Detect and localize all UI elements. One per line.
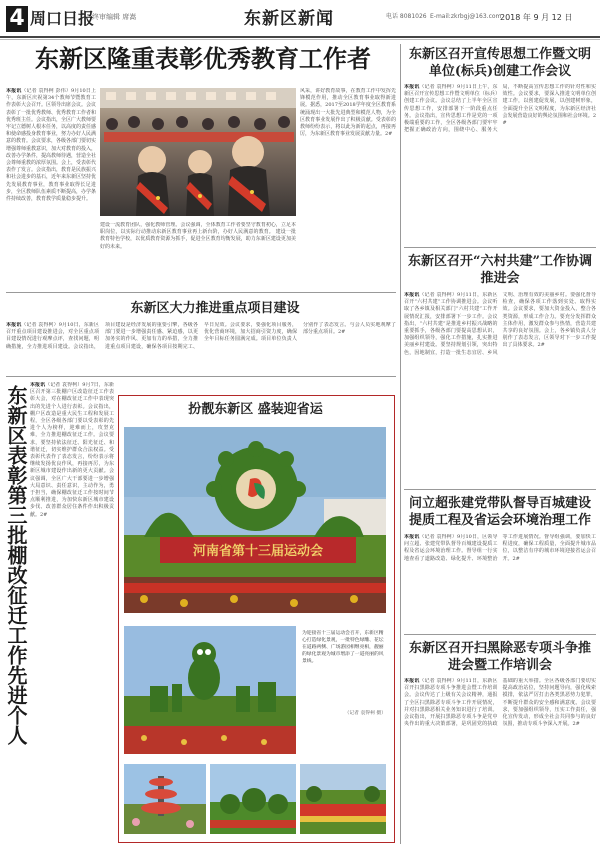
lead-article-col1: [6, 88, 96, 288]
propaganda-byline: 本报讯: [404, 84, 420, 90]
crime-article-body: [404, 678, 596, 842]
resettlement-byline: 本报讯: [30, 382, 46, 388]
supervision-article-body: [404, 534, 596, 630]
issue-date: 2018 年 9 月 12 日: [500, 13, 573, 22]
section-title: 东新区新闻: [244, 9, 334, 29]
projects-text: （记者 袁得柯）9月10日，东新区召开重点项目建设推进会，对全区重点项目建设情况进行观摩点评，查找问题，明确措施，全力推进项目建设。会议指出，项目建设是经济发展的重要引擎，各级各部门要进一步增强责任感、紧迫感，以更加务实的作风、更加有力的举措，全力推进重点项目建设，确保各项目按期完工、早日见效。会议要求，要强化项目服务，优化营商环境，加大招商引资力度，确保全年目标任务圆满完成。项目单位负责人分别作了表态发言。与会人员实地观摩了部分重点项目。2#: [6, 322, 396, 350]
feature-caption: 为迎接省十三届运动会召开，东新区精心打造绿化景观，一批特色绿雕、花坛在道路两侧、广场游园相继亮相，靓丽的绿化景观为城市增添了一道亮丽的风景线。: [302, 631, 384, 664]
lead-text-2: 建设一流教育团队，强化教师管理。会议强调，全体教育工作者要坚守教育初心，立足本职岗位，以实际行动推动东新区教育事业再上新台阶，办好人民满意的教育。: [100, 222, 296, 236]
crime-byline: 本报讯: [404, 678, 420, 684]
park-topiary-art: [210, 764, 296, 834]
page-header: [0, 0, 600, 42]
flower-bed-art: [300, 764, 386, 834]
page-number: 4: [6, 6, 28, 32]
column-divider: [400, 44, 401, 844]
resettlement-article-body: [30, 382, 114, 840]
sculpture-banner-text: 河南省第十三届运动会: [192, 544, 324, 559]
supervision-headline: 问立超张建党带队督导百城建设提质工程及省运会环境治理工作: [408, 496, 591, 528]
crime-text: （记者 袁得柯）9月11日，东新区召开扫黑除恶专项斗争推进会暨工作培训会。会议传达了上级有关会议精神，通报了全区扫黑除恶专项斗争工作开展情况，并对扫黑除恶相关业务知识进行了培训。会议指出，开展扫黑除恶专项斗争是党中央作出的重大决策部署，是巩固党的执政基础的重大举措。全区各级各部门要切实提高政治站位，坚持问题导向，强化线索摸排，依法严厉打击各类黑恶势力犯罪，不断提升群众的安全感和满意度。会议要求，要加强组织领导，压实工作责任，强化宣传发动，形成全社会共同参与的良好氛围，推动专项斗争深入开展。2#: [404, 678, 596, 728]
feature-photo-flowers: [124, 764, 206, 834]
lead-byline: 本报讯: [6, 88, 22, 94]
feature-photo-mascot: [124, 626, 296, 754]
lead-photo-art: [100, 88, 296, 216]
mascot-topiary-art: [124, 626, 296, 754]
crime-headline: 东新区召开扫黑除恶专项斗争推进会暨工作培训会: [408, 641, 591, 673]
village-headline: 东新区召开“六村共建”工作协调推进会: [408, 254, 592, 286]
article-divider: [6, 292, 396, 293]
feature-photo-park: [210, 764, 296, 834]
lead-text-1: （记者 袁得柯 彭伟）9月10日上午，东新区庆祝第34个教师节暨教育工作表彰大会召开。区领导出席会议。会议表彰了一批优秀教师、优秀教育工作者和优秀班主任。会议指出，全区广大教师要牢记立德树人根本任务，以高度的责任感和使命感投身教育事业，努力办好人民满意的教育。会议要求，各级各部门要切实增强尊师重教意识，加大对教育的投入，改善办学条件，提高教师待遇，营造全社会尊师重教的浓厚氛围。会上，受表彰代表作了发言。会议指出，教育是民族振兴和社会进步的基石，近年来东新区坚持优先发展教育事业，教育事业取得长足进步，全区教师队伍素质不断提高，办学条件持续改善，教育教学质量稳步提升。: [6, 88, 96, 203]
lead-text-3: 建设一批教育特色学校，以优质教育资源为抓手，促进全区教育均衡发展，助力东新区建设更加美好的未来。: [100, 229, 296, 250]
propaganda-headline: 东新区召开宣传思想工作暨文明单位(标兵)创建工作会议: [408, 47, 591, 79]
article-divider: [404, 247, 596, 248]
article-divider: [6, 376, 396, 377]
contact-email: E-mail:zkrbgj@163.com: [430, 13, 502, 20]
lead-article-col4: [300, 88, 396, 288]
flower-tower-art: [124, 764, 206, 834]
lead-text-4: 风采，讲好教育故事，在教育工作中发挥先锋模范作用，推动全区教育事业取得新进展。据悉，2017至2018学年度全区教育系统涌现出一大批先进典型和模范人物，为全区教育事业发展作出了积极贡献。受表彰的教师纷纷表示，将以此为新的起点，再接再厉，为东新区教育事业发展贡献力量。2#: [300, 88, 396, 138]
projects-byline: 本报讯: [6, 322, 22, 328]
village-byline: 本报讯: [404, 292, 420, 298]
header-rule-thin: [0, 39, 600, 40]
propaganda-text: （记者 袁得柯）9月11日上午，东新区召开宣传思想工作暨文明单位（标兵）创建工作会议。会议总结了上半年全区宣传思想工作，安排部署下一阶段重点任务。会议指出，宣传思想工作是党的一项极端重要的工作，全区各级各部门要牢牢把握正确政治方向，围绕中心、服务大局，不断提高宣传思想工作的针对性和实效性。会议要求，要深入推进文明单位创建工作，以创建促发展，以创建树形象，全面提升全区文明程度，为东新区经济社会发展营造良好的舆论氛围和社会环境。2#: [404, 84, 596, 134]
article-divider: [404, 489, 596, 490]
feature-photo-credit: （记者 袁得柯 摄）: [344, 711, 386, 716]
resettlement-text: （记者 袁得柯）9月7日，东新区召开第三批棚户区改造征迁工作表彰大会，对在棚改征迁工作中表现突出的先进个人进行表彰。会议指出，棚户区改造是重大民生工程和发展工程，全区各级各部门要以受表彰的先进个人为榜样，迎难而上，攻坚克难，全力推进棚改征迁工作。会议要求，要坚持依法征迁、阳光征迁、和谐征迁，切实维护群众合法权益。受表彰代表作了表态发言，纷纷表示将继续发扬优良作风，再接再厉，为东新区城市建设作出新的更大贡献。会议强调，全区广大干部要进一步增强大局意识、责任意识，主动作为，勇于担当，确保棚改征迁工作按时间节点顺利推进，为加快东新区城市建设步伐、改善群众居住条件作出积极贡献。2#: [30, 382, 114, 518]
feature-photo-sculpture: [124, 427, 386, 613]
photo-feature-title: 扮靓东新区 盛装迎省运: [188, 402, 323, 417]
projects-article-body: [6, 322, 396, 372]
lead-article-col2: [100, 222, 296, 288]
village-text: （记者 袁得柯）9月11日，东新区召开“六村共建”工作协调推进会。会议听取了各乡镇及相关部门“六村共建”工作开展情况汇报，安排部署下一步工作。会议指出，“六村共建”是推进乡村振兴战略的重要抓手，各级各部门要提高思想认识，加强组织领导，强化工作措施，扎实推进美丽乡村建设。要坚持规划引领，突出特色，因地制宜，打造一批生态宜居、乡风文明、治理有效的美丽乡村。要强化督导检查，确保各项工作落到实处、取得实效。会议要求，要加大资金投入，整合各类资源，形成工作合力。要充分发挥群众主体作用，激发群众参与热情，营造共建共享的良好氛围。会上，各乡镇负责人分别作了表态发言，区领导对下一步工作提出了具体要求。2#: [404, 292, 596, 356]
contact-phone: 电话 8081026: [386, 13, 427, 20]
feature-photo-bed: [300, 764, 386, 834]
supervision-text: （记者 袁得柯）9月10日，区领导问立超、张建党带队督导百城建设提质工程及省运会环境治理工作。督导组一行实地查看了道路改造、绿化提升、环境整治等工作进展情况。督导组强调，要加快工程进度，确保工程质量，全面提升城市品位，以整洁有序的城市环境迎接省运会召开。2#: [404, 534, 596, 562]
supervision-byline: 本报讯: [404, 534, 420, 540]
sports-meet-sculpture-art: [124, 427, 386, 613]
lead-photo-awardees: [100, 88, 296, 216]
lead-headline: 东新区隆重表彰优秀教育工作者: [35, 44, 371, 73]
paper-logo: 周口日报: [30, 9, 95, 28]
propaganda-article-body: [404, 84, 596, 242]
projects-headline: 东新区大力推进重点项目建设: [130, 301, 300, 316]
header-rule: [0, 36, 600, 38]
article-divider: [404, 634, 596, 635]
editor-credit: 终审编辑 席嵩: [92, 13, 137, 21]
resettlement-headline: 东新区表彰第三批棚改征迁工作先进个人: [4, 385, 28, 745]
village-article-body: [404, 292, 596, 484]
